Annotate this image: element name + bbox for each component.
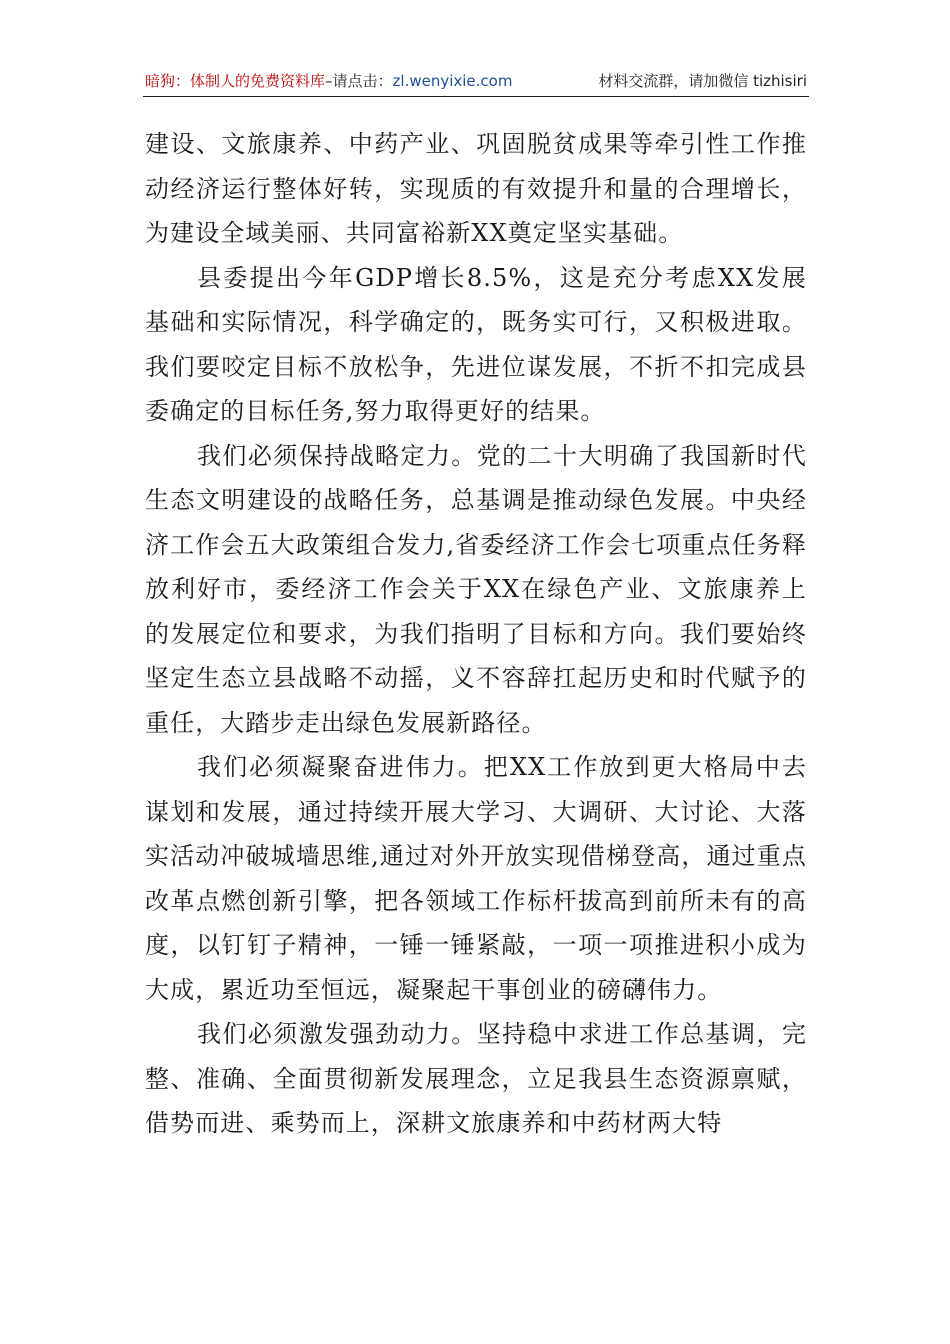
header-url-link[interactable]: zl.wenyixie.com	[392, 72, 513, 90]
header-promo-text: 暗狗：体制人的免费资料库	[145, 72, 326, 90]
paragraph-4: 我们必须凝聚奋进伟力。把XX工作放到更大格局中去谋划和发展，通过持续开展大学习、大调研、大讨论、大落实活动冲破城墙思维,通过对外开放实现借梯登高，通过重点改革点燃创新引擎，把各领域工作标杆拔高到前所未有的高度，以钉钉子精神，一锤一锤紧敲，一项一项推进积小成为大成，累近功至恒远，凝聚起干事创业的磅礴伟力。	[145, 753, 807, 1004]
header-cta-text: –请点击：	[325, 72, 393, 90]
page-header	[145, 68, 807, 94]
header-divider	[143, 96, 809, 97]
paragraph-3: 我们必须保持战略定力。党的二十大明确了我国新时代生态文明建设的战略任务，总基调是推动绿色发展。中央经济工作会五大政策组合发力,省委经济工作会七项重点任务释放利好市，委经济工作会关于XX在绿色产业、文旅康养上的发展定位和要求，为我们指明了目标和方向。我们要始终坚定生态立县战略不动摇，义不容辞扛起历史和时代赋予的重任，大踏步走出绿色发展新路径。	[145, 441, 807, 737]
header-note-text: 材料交流群，请加微信 tizhisiri	[598, 72, 807, 90]
document-body	[145, 122, 807, 1146]
paragraph-1: 建设、文旅康养、中药产业、巩固脱贫成果等牵引性工作推动经济运行整体好转，实现质的有效提升和量的合理增长，为建设全域美丽、共同富裕新XX奠定坚实基础。	[145, 130, 807, 247]
paragraph-2: 县委提出今年GDP增长8.5%，这是充分考虑XX发展基础和实际情况，科学确定的，既务实可行，又积极进取。我们要咬定目标不放松争，先进位谋发展，不折不扣完成县委确定的目标任务,努力取得更好的结果。	[145, 263, 807, 425]
paragraph-5: 我们必须激发强劲动力。坚持稳中求进工作总基调，完整、准确、全面贯彻新发展理念，立足我县生态资源禀赋，借势而进、乘势而上，深耕文旅康养和中药材两大特	[145, 1020, 807, 1137]
